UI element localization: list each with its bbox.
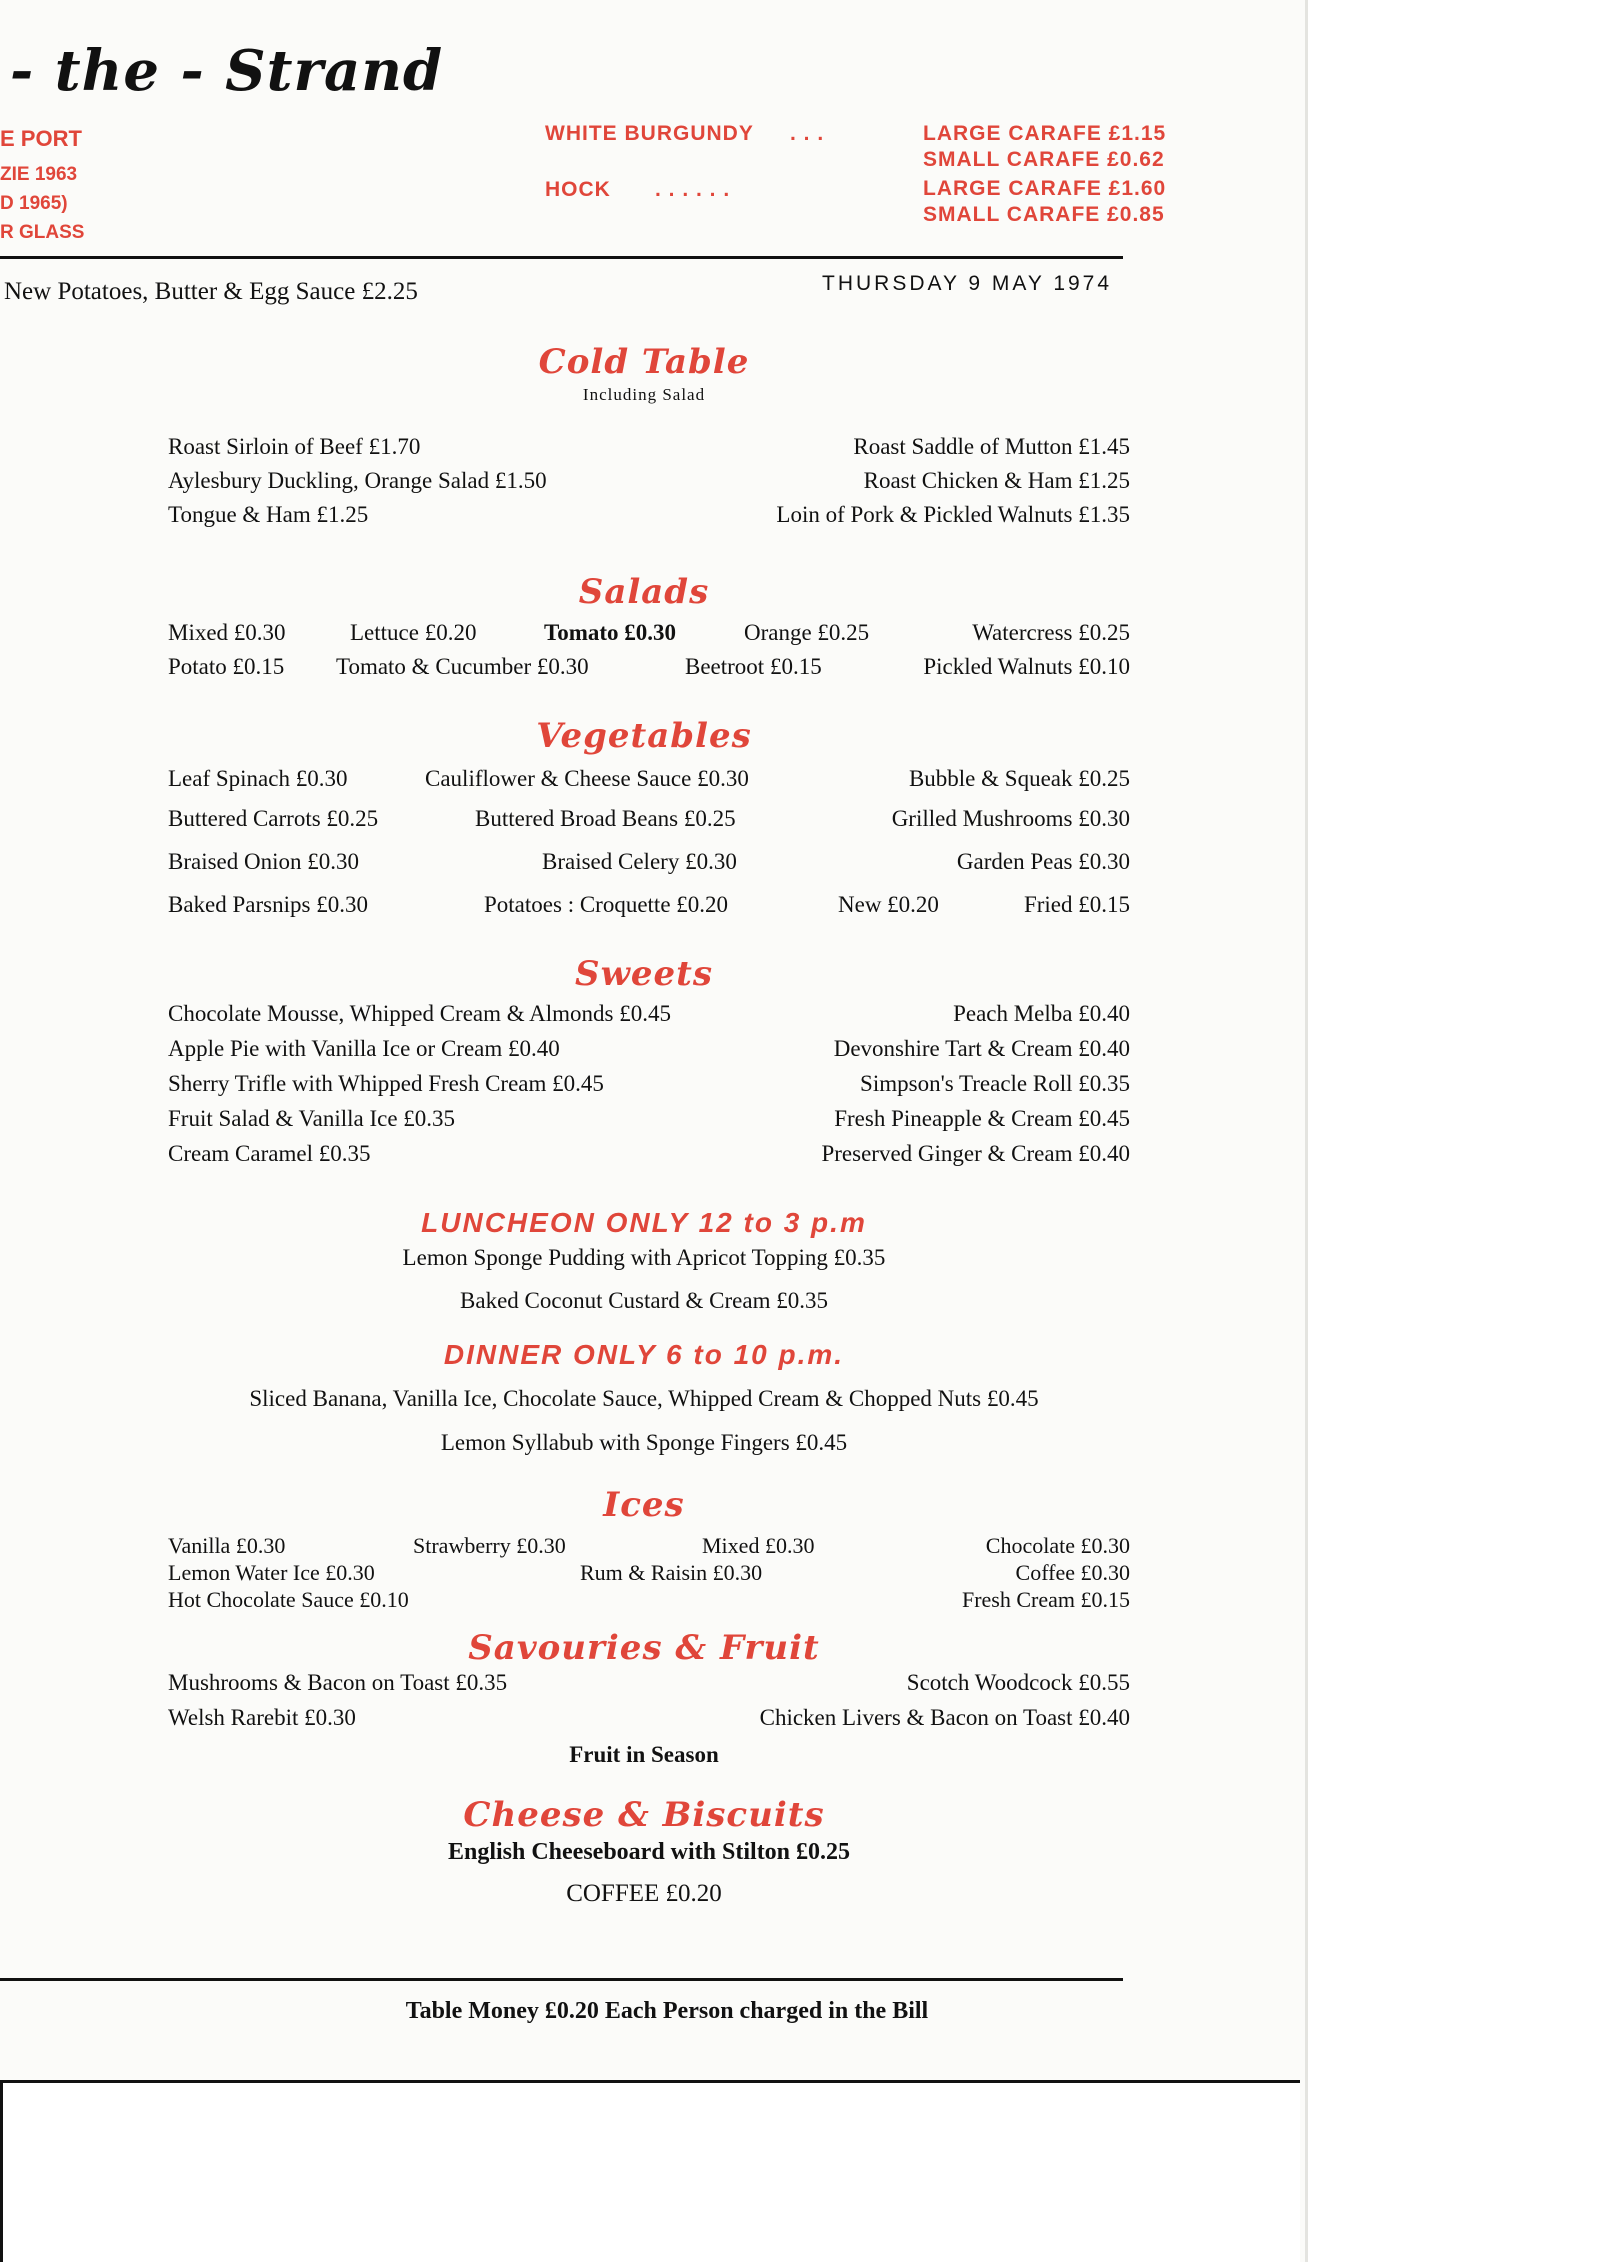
salads-heading: Salads (578, 572, 710, 612)
sweet-item: Preserved Ginger & Cream £0.40 (821, 1141, 1130, 1166)
vegetable-item: Grilled Mushrooms £0.30 (891, 806, 1130, 831)
wine-name-white-burgundy: WHITE BURGUNDY (545, 122, 754, 145)
savoury-item: Chicken Livers & Bacon on Toast £0.40 (759, 1705, 1130, 1730)
vegetable-item: Braised Onion £0.30 (168, 849, 360, 874)
vegetable-item: Fried £0.15 (1023, 892, 1130, 917)
ice-item: Strawberry £0.30 (413, 1533, 566, 1558)
sweet-item: Chocolate Mousse, Whipped Cream & Almonds £0.45 (168, 1001, 671, 1026)
cold-item: Aylesbury Duckling, Orange Salad £1.50 (168, 468, 547, 493)
ice-item: Lemon Water Ice £0.30 (168, 1560, 375, 1585)
savouries-heading: Savouries & Fruit (468, 1628, 820, 1668)
ice-item: Coffee £0.30 (1015, 1560, 1130, 1585)
vegetable-item: Buttered Carrots £0.25 (168, 806, 379, 831)
vegetable-item: Buttered Broad Beans £0.25 (475, 806, 736, 831)
cheese-item: English Cheeseboard with Stilton £0.25 (447, 1839, 851, 1865)
port-line-4: R GLASS (0, 222, 85, 243)
wine-name-hock: HOCK (545, 178, 611, 201)
sweet-item: Peach Melba £0.40 (953, 1001, 1130, 1026)
sweet-item: Fruit Salad & Vanilla Ice £0.35 (168, 1106, 456, 1131)
savoury-item: Mushrooms & Bacon on Toast £0.35 (168, 1670, 508, 1695)
table-money-note: Table Money £0.20 Each Person charged in the Bill (405, 1998, 929, 2024)
ices-heading: Ices (603, 1485, 685, 1525)
vegetables-heading: Vegetables (536, 716, 752, 756)
luncheon-item: Lemon Sponge Pudding with Apricot Topping £0.35 (402, 1245, 886, 1270)
vegetable-item: Braised Celery £0.30 (542, 849, 737, 874)
vegetable-item: Baked Parsnips £0.30 (168, 892, 368, 917)
ice-item: Chocolate £0.30 (985, 1533, 1130, 1558)
page-edge (1305, 0, 1308, 2262)
vegetable-item: Leaf Spinach £0.30 (168, 766, 348, 791)
cold-item: Roast Sirloin of Beef £1.70 (168, 434, 421, 459)
dinner-banner: DINNER ONLY 6 to 10 p.m. (443, 1339, 845, 1370)
footer-rule (0, 1978, 1123, 1981)
sweet-item: Fresh Pineapple & Cream £0.45 (834, 1106, 1130, 1131)
sweet-item: Simpson's Treacle Roll £0.35 (860, 1071, 1130, 1096)
sweet-item: Sherry Trifle with Whipped Fresh Cream £0.45 (168, 1071, 604, 1096)
sweet-item: Devonshire Tart & Cream £0.40 (833, 1036, 1130, 1061)
salad-item: Tomato & Cucumber £0.30 (336, 654, 589, 679)
ice-item: Fresh Cream £0.15 (961, 1587, 1130, 1612)
wine-large-carafe: LARGE CARAFE £1.60 (923, 177, 1167, 200)
backing-sheet-edge (0, 2080, 1300, 2083)
cold-item: Tongue & Ham £1.25 (168, 502, 369, 527)
cheese-heading: Cheese & Biscuits (463, 1795, 825, 1835)
ice-item: Vanilla £0.30 (168, 1533, 286, 1558)
dinner-item: Sliced Banana, Vanilla Ice, Chocolate Sauce, Whipped Cream & Chopped Nuts £0.45 (249, 1386, 1039, 1411)
wine-dots: . . . (790, 122, 825, 145)
wine-large-carafe: LARGE CARAFE £1.15 (923, 122, 1167, 145)
vegetable-item: Bubble & Squeak £0.25 (908, 766, 1130, 791)
cold-item: Roast Chicken & Ham £1.25 (863, 468, 1130, 493)
savoury-item: Scotch Woodcock £0.55 (906, 1670, 1130, 1695)
cold-table-heading: Cold Table (538, 342, 750, 382)
salad-item: Beetroot £0.15 (685, 654, 822, 679)
luncheon-banner: LUNCHEON ONLY 12 to 3 p.m (421, 1207, 867, 1238)
savoury-item: Welsh Rarebit £0.30 (168, 1705, 356, 1730)
ice-item: Hot Chocolate Sauce £0.10 (168, 1587, 409, 1612)
vegetable-item: New £0.20 (838, 892, 939, 917)
port-line-1: E PORT (0, 126, 82, 151)
ice-item: Mixed £0.30 (702, 1533, 815, 1558)
coffee-item: COFFEE £0.20 (566, 1880, 722, 1907)
vegetable-item: Cauliflower & Cheese Sauce £0.30 (425, 766, 749, 791)
vegetable-item: Garden Peas £0.30 (956, 849, 1130, 874)
restaurant-title: - the - Strand (10, 38, 444, 104)
sweets-heading: Sweets (575, 954, 713, 994)
salad-item: Potato £0.15 (168, 654, 285, 679)
wine-small-carafe: SMALL CARAFE £0.62 (923, 148, 1165, 171)
backing-sheet-edge (0, 2080, 3, 2262)
luncheon-item: Baked Coconut Custard & Cream £0.35 (460, 1288, 828, 1313)
sweet-item: Cream Caramel £0.35 (168, 1141, 371, 1166)
dish-line: New Potatoes, Butter & Egg Sauce £2.25 (4, 278, 418, 305)
cold-item: Roast Saddle of Mutton £1.45 (853, 434, 1130, 459)
salad-item: Watercress £0.25 (972, 620, 1130, 645)
backing-sheet (0, 2083, 1300, 2262)
sweet-item: Apple Pie with Vanilla Ice or Cream £0.40 (168, 1036, 560, 1061)
menu-date: THURSDAY 9 MAY 1974 (822, 272, 1113, 295)
salad-item: Pickled Walnuts £0.10 (923, 654, 1130, 679)
port-line-2: ZIE 1963 (0, 164, 78, 185)
port-line-3: D 1965) (0, 193, 68, 214)
cold-item: Loin of Pork & Pickled Walnuts £1.35 (776, 502, 1130, 527)
ice-item: Rum & Raisin £0.30 (580, 1560, 763, 1585)
cold-table-subheading: Including Salad (582, 385, 706, 404)
salad-item: Orange £0.25 (744, 620, 870, 645)
savoury-item: Fruit in Season (569, 1742, 719, 1767)
dinner-item: Lemon Syllabub with Sponge Fingers £0.45 (440, 1430, 848, 1455)
wine-small-carafe: SMALL CARAFE £0.85 (923, 203, 1165, 226)
vegetable-item: Potatoes : Croquette £0.20 (484, 892, 729, 917)
wine-dots: . . . . . . (655, 178, 731, 201)
header-rule (0, 256, 1123, 259)
salad-item: Tomato £0.30 (544, 620, 677, 645)
salad-item: Mixed £0.30 (168, 620, 286, 645)
salad-item: Lettuce £0.20 (350, 620, 477, 645)
